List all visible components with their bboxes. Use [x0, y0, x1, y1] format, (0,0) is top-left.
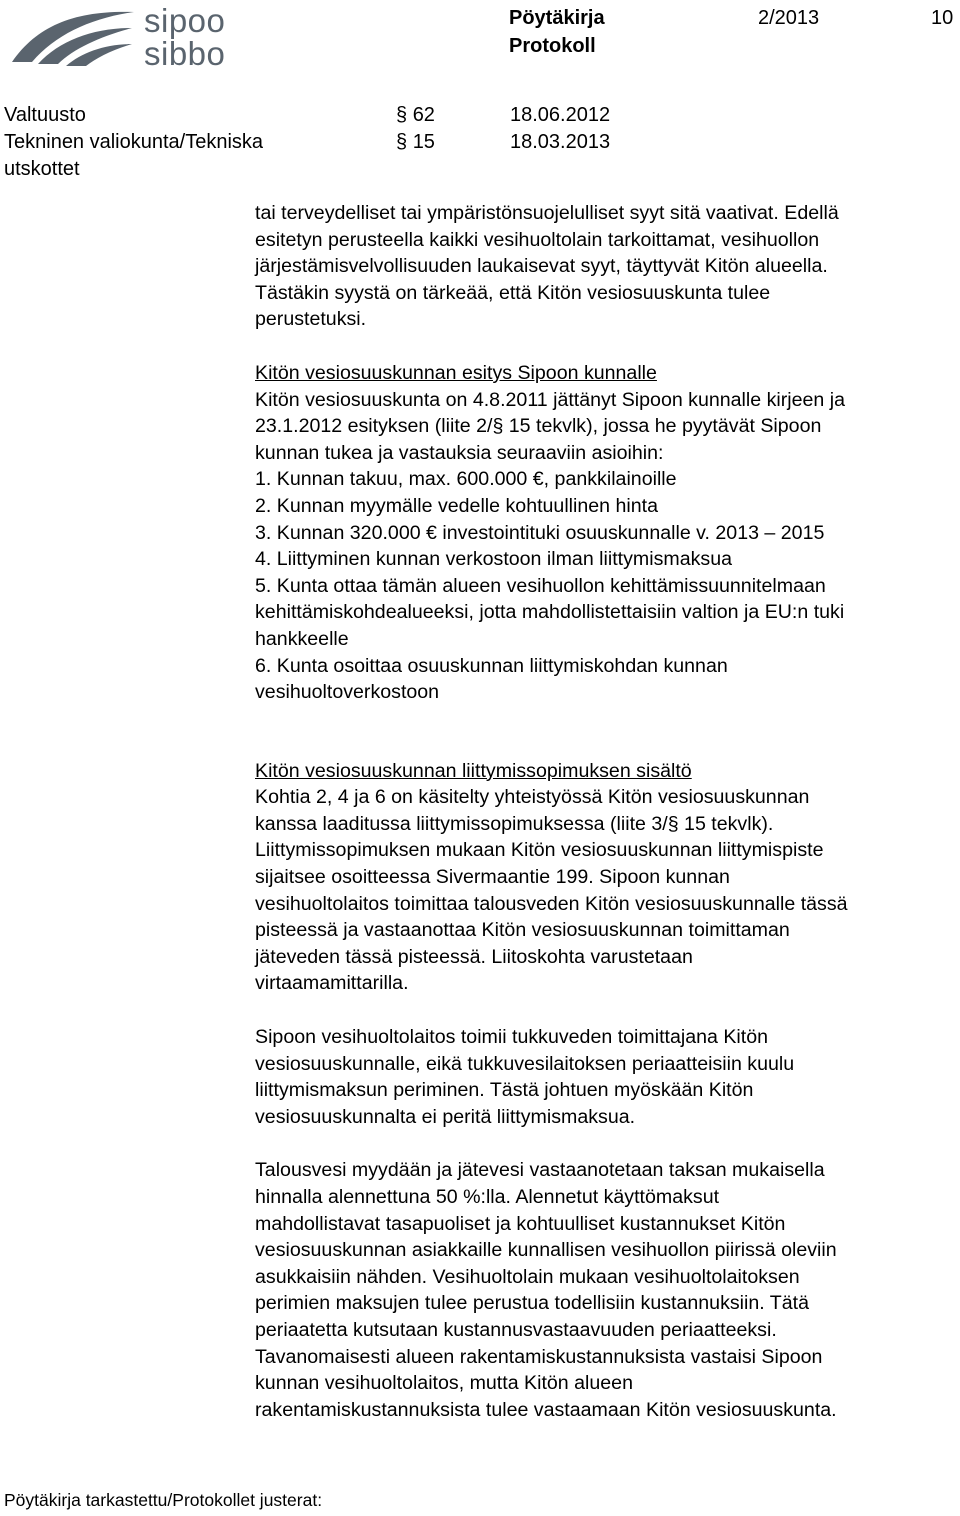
text-line: vesihuoltoverkostoon [255, 681, 440, 704]
text-line: virtaamamittarilla. [255, 972, 409, 995]
pricing-paragraph [255, 1157, 955, 1423]
doc-type-fi: Pöytäkirja [509, 7, 605, 29]
text-line: Kohtia 2, 4 ja 6 on käsitelty yhteistyössä Kitön vesiosuuskunnan [255, 786, 810, 809]
list-item: 6. Kunta osoittaa osuuskunnan liittymiskohdan kunnan [255, 654, 728, 677]
text-line: vesiosuuskunnalta ei peritä liittymismaksua. [255, 1105, 636, 1128]
meeting-body-1: Valtuusto [4, 104, 86, 126]
intro-paragraph [255, 200, 955, 333]
text-line: esitetyn perusteella kaikki vesihuoltolain tarkoittamat, vesihuollon [255, 228, 820, 251]
footer-checked-by: Pöytäkirja tarkastettu/Protokollet justerat: [4, 1490, 323, 1510]
text-line: pisteessä ja vastaanottaa Kitön vesiosuuskunnan toimittaman [255, 919, 790, 942]
text-line: liittymismaksun periminen. Tästä johtuen myöskään Kitön [255, 1079, 754, 1102]
meeting-date-2: 18.03.2013 [510, 131, 611, 153]
meeting-body-2-cont: utskottet [4, 158, 80, 180]
text-line: 23.1.2012 esityksen (liite 2/§ 15 tekvlk), jossa he pyytävät Sipoon [255, 415, 822, 438]
doc-type-sv: Protokoll [509, 35, 596, 57]
text-line: hinnalla alennettuna 50 %:lla. Alennetut käyttömaksut [255, 1186, 720, 1208]
text-line: Talousvesi myydään ja jätevesi vastaanotetaan taksan mukaisella [255, 1159, 825, 1182]
agreement-section [255, 784, 955, 997]
text-line: Liittymissopimuksen mukaan Kitön vesiosuuskunnan liittymispiste [255, 839, 824, 862]
list-item: 4. Liittyminen kunnan verkostoon ilman liittymismaksua [255, 548, 732, 571]
text-line: Tästäkin syystä on tärkeää, että Kitön vesiosuuskunta tulee [255, 281, 771, 304]
text-line: sijaitsee osoitteessa Sivermaantie 199. Sipoon kunnan [255, 866, 730, 889]
text-line: perimien maksujen tulee perustua todellisiin kustannuksiin. Tätä [255, 1292, 810, 1315]
logo-swirl-icon [8, 4, 138, 68]
text-line: kehittämiskohdealueeksi, jotta mahdollistettaisiin valtion ja EU:n tuki [255, 601, 845, 624]
wholesale-paragraph [255, 1024, 955, 1130]
text-line: hankkeelle [255, 627, 349, 650]
meeting-section-1: § 62 [396, 104, 435, 126]
section-heading-agreement: Kitön vesiosuuskunnan liittymissopimuksen sisältö [255, 759, 692, 782]
logo-word-sibbo: sibbo [144, 35, 226, 72]
page-number: 10 [931, 7, 954, 29]
text-line: vesihuoltolaitos toimittaa talousveden Kitön vesiosuuskunnalle tässä [255, 892, 848, 915]
meeting-section-2: § 15 [396, 131, 435, 153]
meeting-body-2: Tekninen valiokunta/Tekniska [4, 131, 264, 153]
list-item: 5. Kunta ottaa tämän alueen vesihuollon kehittämissuunnitelmaan [255, 574, 826, 597]
section-number-2: 15 [412, 131, 435, 153]
text-line: Tavanomaisesti alueen rakentamiskustannuksista vastaisi Sipoon [255, 1345, 823, 1368]
text-line: vesiosuuskunnalle, eikä tukkuvesilaitoksen periaatteisiin kuulu [255, 1052, 795, 1075]
text-line: mahdollistavat tasapuoliset ja kohtuulliset kustannukset Kitön [255, 1212, 786, 1235]
text-line: kanssa laaditussa liittymissopimuksessa (liite 3/§ 15 tekvlk). [255, 812, 774, 835]
document-body [255, 200, 955, 1423]
text-line: perustetuksi. [255, 308, 367, 331]
text-line: jäteveden tässä pisteessä. Liitoskohta varustetaan [255, 945, 693, 968]
proposal-section [255, 387, 955, 706]
text-line: järjestämisvelvollisuuden laukaisevat syyt, täyttyvät Kitön alueella. [255, 255, 828, 278]
meeting-date-1: 18.06.2012 [510, 104, 611, 126]
section-heading-proposal: Kitön vesiosuuskunnan esitys Sipoon kunnalle [255, 361, 657, 384]
section-number-1: 62 [412, 104, 435, 126]
text-line: periaatetta kutsutaan kustannusvastaavuuden periaatteeksi. [255, 1318, 777, 1341]
text-line: kunnan vesihuoltolaitos, mutta Kitön alueen [255, 1372, 633, 1395]
text-line: vesiosuuskunnan asiakkaille kunnallisen vesihuollon piirissä oleviin [255, 1239, 837, 1262]
doc-number: 2/2013 [758, 7, 820, 29]
text-line: asukkaisiin nähden. Vesihuoltolain mukaan vesihuoltolaitoksen [255, 1265, 800, 1288]
list-item: 2. Kunnan myymälle vedelle kohtuullinen hinta [255, 494, 659, 517]
text-line: Kitön vesiosuuskunta on 4.8.2011 jättänyt Sipoon kunnalle kirjeen ja [255, 388, 846, 411]
text-line: Sipoon vesihuoltolaitos toimii tukkuveden toimittajana Kitön [255, 1026, 768, 1049]
list-item: 1. Kunnan takuu, max. 600.000 €, pankkilainoille [255, 468, 677, 491]
sipoo-sibbo-logo [8, 2, 258, 72]
text-line: rakentamiskustannuksista tulee vastaamaan Kitön vesiosuuskunta. [255, 1398, 837, 1421]
text-line: tai terveydelliset tai ympäristönsuojelulliset syyt sitä vaativat. Edellä [255, 202, 839, 224]
logo-word-sipoo: sipoo [144, 2, 226, 39]
text-line: kunnan tukea ja vastauksia seuraaviin asioihin: [255, 441, 664, 464]
list-item: 3. Kunnan 320.000 € investointituki osuuskunnalle v. 2013 – 2015 [255, 521, 825, 544]
